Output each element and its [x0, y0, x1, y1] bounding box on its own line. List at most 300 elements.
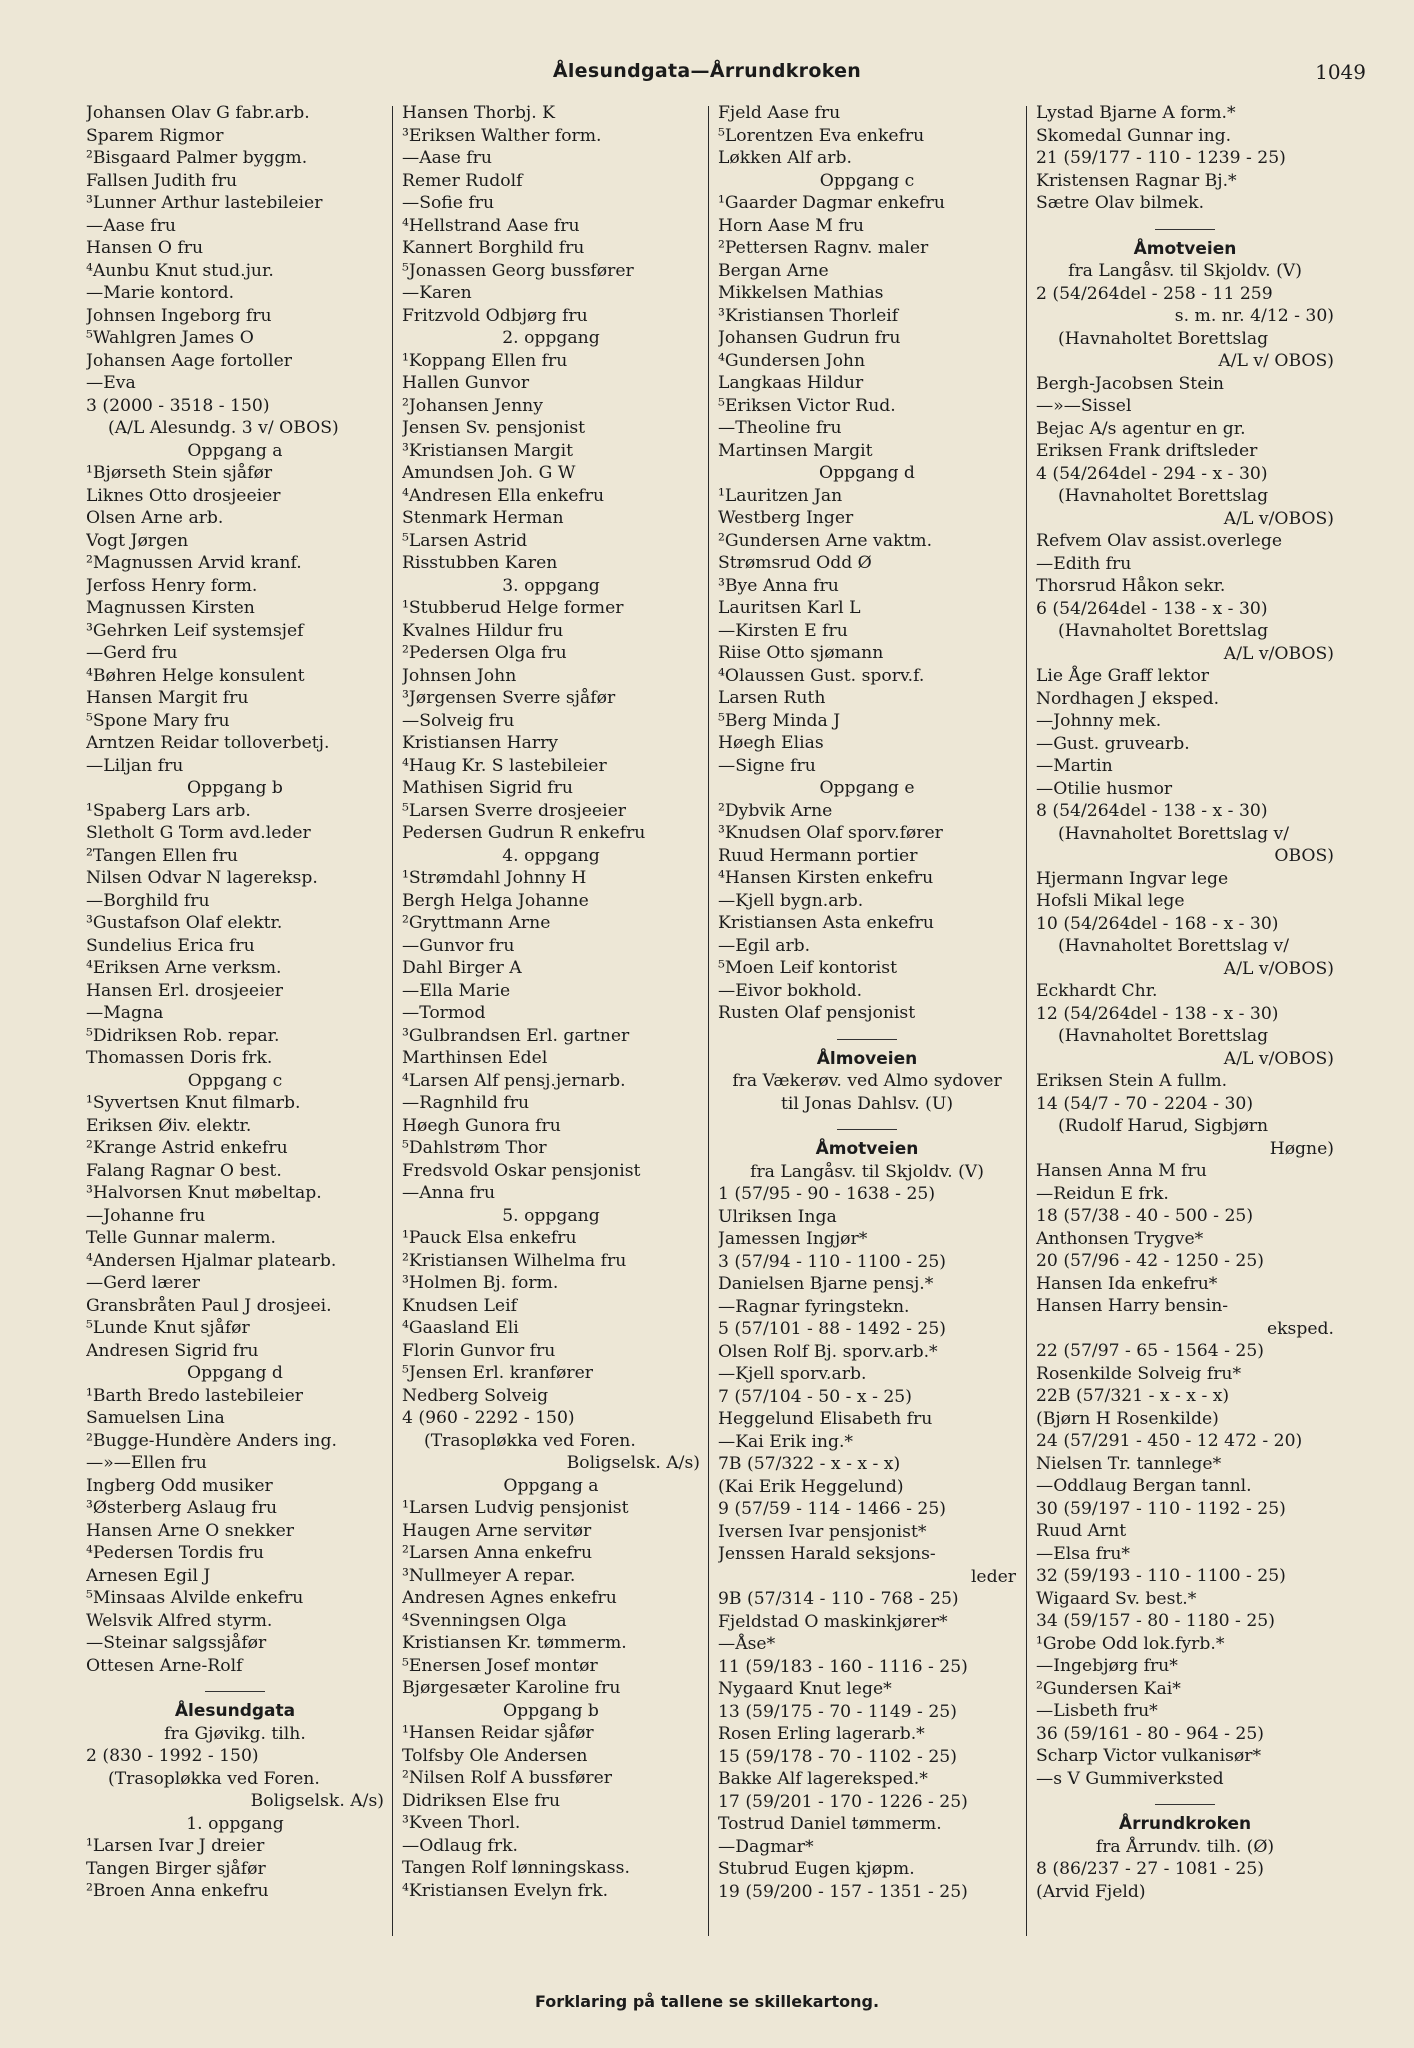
directory-entry: —Liljan fru	[86, 755, 184, 776]
directory-entry: Sætre Olav bilmek.	[1036, 193, 1205, 213]
directory-entry: ³Halvorsen Knut møbeltap.	[86, 1183, 322, 1203]
directory-entry: 3. oppgang	[502, 575, 600, 596]
street-heading: Årrundkroken	[1036, 1804, 1334, 1836]
directory-entry: Amundsen Joh. G W	[402, 463, 576, 483]
directory-entry: —Egil arb.	[718, 935, 811, 956]
page-footer: Forklaring på tallene se skillekartong.	[534, 1992, 880, 2011]
directory-entry: Eckhardt Chr.	[1036, 981, 1158, 1001]
directory-entry: Kristiansen Asta enkefru	[718, 913, 934, 933]
directory-entry: Oppgang c	[187, 1070, 283, 1091]
directory-entry: (Kai Erik Heggelund)	[718, 1476, 904, 1497]
directory-entry: Kristiansen Harry	[402, 733, 558, 753]
directory-entry: Horn Aase M fru	[718, 215, 864, 236]
directory-entry: Johansen Aage fortoller	[86, 350, 293, 371]
directory-entry: —Lisbeth fru*	[1036, 1701, 1158, 1721]
directory-entry: Langkaas Hildur	[718, 373, 864, 393]
directory-entry: —Signe fru	[718, 755, 816, 776]
directory-entry: Hansen Margit fru	[86, 688, 249, 708]
directory-entry: Oppgang c	[819, 170, 915, 191]
directory-entry: Falang Ragnar O best.	[86, 1160, 282, 1181]
directory-entry: ¹Strømdahl Johnny H	[402, 868, 587, 888]
directory-entry: Johansen Olav G fabr.arb.	[86, 103, 310, 123]
directory-entry: fra Vækerøv. ved Almo sydover	[732, 1071, 1002, 1091]
directory-entry: ²Kristiansen Wilhelma fru	[402, 1250, 627, 1271]
directory-entry: ³Kristiansen Thorleif	[718, 305, 899, 326]
directory-entry: Hofsli Mikal lege	[1036, 891, 1185, 911]
directory-entry: Fritzvold Odbjørg fru	[402, 305, 588, 326]
directory-entry: 17 (59/201 - 170 - 1226 - 25)	[718, 1791, 968, 1812]
directory-entry: ²Gryttmann Arne	[402, 913, 551, 933]
directory-entry: Tolfsby Ole Andersen	[402, 1745, 588, 1766]
directory-entry: ⁴Svenningsen Olga	[402, 1610, 567, 1631]
directory-entry: Hallen Gunvor	[402, 373, 530, 393]
directory-entry: ²Gundersen Kai*	[1036, 1678, 1181, 1699]
directory-entry: ¹Barth Bredo lastebileier	[86, 1385, 303, 1406]
directory-entry: ²Pedersen Olga fru	[402, 643, 567, 663]
directory-entry: Nielsen Tr. tannlege*	[1036, 1453, 1222, 1474]
directory-entry: 22 (57/97 - 65 - 1564 - 25)	[1036, 1341, 1264, 1361]
directory-entry: Sundelius Erica fru	[86, 935, 255, 956]
directory-entry: 32 (59/193 - 110 - 1100 - 25)	[1036, 1566, 1286, 1586]
directory-entry: Mathisen Sigrid fru	[402, 778, 573, 798]
directory-entry: Refvem Olav assist.overlege	[1036, 531, 1282, 551]
directory-entry: Bjørgesæter Karoline fru	[402, 1678, 621, 1698]
directory-entry: Nilsen Odvar N lagereksp.	[86, 868, 318, 888]
directory-entry: Stubrud Eugen kjøpm.	[718, 1859, 915, 1879]
directory-entry: Eriksen Øiv. elektr.	[86, 1115, 252, 1136]
directory-entry: 1. oppgang	[186, 1813, 284, 1834]
directory-entry: 19 (59/200 - 157 - 1351 - 25)	[718, 1881, 968, 1902]
directory-entry: —Borghild fru	[86, 890, 210, 911]
directory-entry: (Trasopløkka ved Foren.	[424, 1430, 636, 1451]
directory-entry: Kannert Borghild fru	[402, 238, 585, 258]
directory-entry: (Rudolf Harud, Sigbjørn	[1058, 1116, 1269, 1136]
directory-entry: Bergan Arne	[718, 260, 829, 281]
directory-entry: Thomassen Doris frk.	[86, 1048, 273, 1068]
directory-entry: ¹Larsen Ivar J dreier	[86, 1836, 265, 1856]
directory-entry: eksped.	[1266, 1318, 1334, 1339]
directory-entry: ²Bisgaard Palmer byggm.	[86, 148, 308, 168]
directory-entry: —Gunvor fru	[402, 935, 515, 956]
directory-entry: A/L v/OBOS)	[1223, 1048, 1334, 1069]
directory-entry: ¹Hansen Reidar sjåfør	[402, 1723, 594, 1743]
directory-entry: ²Magnussen Arvid kranf.	[86, 553, 302, 573]
directory-entry: Tangen Rolf lønningskass.	[402, 1858, 630, 1878]
directory-entry: Anthonsen Trygve*	[1036, 1228, 1204, 1249]
directory-entry: —»—Sissel	[1036, 396, 1132, 416]
directory-entry: ³Kveen Thorl.	[402, 1813, 521, 1833]
directory-entry: Johnsen Ingeborg fru	[86, 305, 272, 326]
directory-entry: Bergh Helga Johanne	[402, 890, 589, 911]
column-divider	[708, 106, 709, 1936]
directory-entry: Andresen Agnes enkefru	[402, 1588, 617, 1608]
column-1	[80, 102, 388, 1942]
directory-entry: ⁵Jonassen Georg bussfører	[402, 260, 634, 281]
directory-entry: ⁵Lorentzen Eva enkefru	[718, 125, 925, 146]
directory-entry: 7 (57/104 - 50 - x - 25)	[718, 1386, 912, 1407]
directory-entry: 24 (57/291 - 450 - 12 472 - 20)	[1036, 1431, 1303, 1451]
directory-entry: ³Eriksen Walther form.	[402, 125, 602, 146]
directory-entry: ²Broen Anna enkefru	[86, 1881, 269, 1901]
directory-entry: —s V Gummiverksted	[1036, 1768, 1224, 1789]
directory-entry: Kvalnes Hildur fru	[402, 620, 564, 641]
directory-entry: Liknes Otto drosjeeier	[86, 485, 281, 506]
directory-entry: Gransbråten Paul J drosjeei.	[86, 1295, 332, 1316]
directory-entry: Boligselsk. A/s)	[566, 1453, 700, 1473]
directory-entry: Ruud Hermann portier	[718, 845, 918, 866]
directory-entry: ³Lunner Arthur lastebileier	[86, 193, 323, 213]
directory-entry: Olsen Arne arb.	[86, 508, 224, 528]
directory-entry: Skomedal Gunnar ing.	[1036, 125, 1232, 146]
directory-entry: —»—Ellen fru	[86, 1453, 207, 1473]
directory-entry: —Eva	[86, 373, 136, 393]
directory-entry: —Johanne fru	[86, 1205, 206, 1226]
directory-entry: 10 (54/264del - 168 - x - 30)	[1036, 913, 1279, 934]
directory-entry: Larsen Ruth	[718, 688, 826, 708]
directory-entry: 11 (59/183 - 160 - 1116 - 25)	[718, 1656, 968, 1677]
directory-entry: Marthinsen Edel	[402, 1048, 548, 1068]
directory-entry: 20 (57/96 - 42 - 1250 - 25)	[1036, 1251, 1264, 1271]
directory-entry: —Theoline fru	[718, 418, 842, 438]
directory-entry: Lauritsen Karl L	[718, 598, 861, 618]
directory-entry: ⁵Larsen Sverre drosjeeier	[402, 800, 626, 821]
directory-entry: —Aase fru	[402, 148, 492, 168]
directory-entry: ³Jørgensen Sverre sjåfør	[402, 688, 616, 708]
directory-entry: A/L v/ OBOS)	[1218, 351, 1334, 371]
directory-entry: 4. oppgang	[502, 845, 600, 866]
directory-entry: Vogt Jørgen	[86, 530, 189, 551]
directory-entry: 8 (86/237 - 27 - 1081 - 25)	[1036, 1859, 1264, 1879]
directory-entry: ²Dybvik Arne	[718, 800, 833, 821]
directory-entry: Hansen Arne O snekker	[86, 1520, 294, 1541]
directory-entry: ⁵Enersen Josef montør	[402, 1655, 598, 1676]
directory-entry: Fjeld Aase fru	[718, 103, 841, 123]
directory-entry: A/L v/OBOS)	[1223, 508, 1334, 529]
directory-entry: ⁵Jensen Erl. kranfører	[402, 1363, 593, 1383]
directory-entry: 22B (57/321 - x - x - x)	[1036, 1386, 1230, 1406]
directory-entry: ⁴Eriksen Arne verksm.	[86, 958, 282, 978]
directory-entry: ¹Larsen Ludvig pensjonist	[402, 1498, 629, 1518]
directory-entry: Høegh Gunora fru	[402, 1115, 561, 1136]
directory-entry: —Johnny mek.	[1036, 711, 1162, 731]
directory-entry: Magnussen Kirsten	[86, 598, 255, 618]
directory-entry: ¹Bjørseth Stein sjåfør	[86, 463, 273, 483]
column-2	[396, 102, 704, 1942]
directory-entry: (Havnaholtet Borettslag v/	[1058, 823, 1290, 844]
street-heading: Ålmoveien	[718, 1039, 1016, 1071]
directory-entry: ⁴Hellstrand Aase fru	[402, 215, 580, 236]
directory-entry: —Steinar salgssjåfør	[86, 1633, 267, 1653]
directory-entry: 7B (57/322 - x - x - x)	[718, 1454, 901, 1474]
directory-entry: Johansen Gudrun fru	[718, 328, 901, 348]
directory-entry: Boligselsk. A/s)	[250, 1791, 384, 1811]
directory-entry: Strømsrud Odd Ø	[718, 553, 872, 573]
directory-entry: —Ingebjørg fru*	[1036, 1656, 1178, 1676]
directory-entry: Arntzen Reidar tolloverbetj.	[86, 733, 330, 753]
directory-entry: Welsvik Alfred styrm.	[86, 1610, 273, 1631]
directory-entry: leder	[970, 1566, 1016, 1587]
directory-entry: Lie Åge Graff lektor	[1036, 666, 1210, 686]
directory-entry: Dahl Birger A	[402, 958, 522, 978]
street-heading: Åmotveien	[718, 1129, 1016, 1161]
directory-entry: —Kirsten E fru	[718, 620, 848, 641]
directory-entry: —Otilie husmor	[1036, 778, 1173, 799]
directory-entry: ⁵Larsen Astrid	[402, 530, 528, 551]
directory-entry: ⁵Minsaas Alvilde enkefru	[86, 1588, 304, 1608]
directory-entry: Sletholt G Torm avd.leder	[86, 823, 311, 843]
directory-entry: Nygaard Knut lege*	[718, 1679, 892, 1699]
directory-entry: 9B (57/314 - 110 - 768 - 25)	[718, 1589, 959, 1609]
directory-entry: Bakke Alf lagereksped.*	[718, 1769, 928, 1789]
directory-entry: Hansen Ida enkefru*	[1036, 1273, 1218, 1294]
directory-entry: —Kjell sporv.arb.	[718, 1364, 867, 1384]
directory-entry: —Ella Marie	[402, 980, 511, 1001]
directory-entry: Stenmark Herman	[402, 508, 564, 528]
directory-entry: —Gerd lærer	[86, 1273, 201, 1293]
directory-entry: 9 (57/59 - 114 - 1466 - 25)	[718, 1499, 946, 1519]
directory-entry: 4 (54/264del - 294 - x - 30)	[1036, 463, 1268, 484]
directory-entry: —Reidun E frk.	[1036, 1183, 1169, 1204]
directory-entry: ²Gundersen Arne vaktm.	[718, 530, 933, 551]
directory-entry: Mikkelsen Mathias	[718, 283, 884, 303]
directory-entry: Andresen Sigrid fru	[86, 1340, 259, 1361]
directory-entry: Fallsen Judith fru	[86, 170, 238, 191]
directory-entry: Rusten Olaf pensjonist	[718, 1003, 916, 1023]
directory-entry: —Oddlaug Bergan tannl.	[1036, 1476, 1252, 1496]
directory-entry: —Solveig fru	[402, 710, 515, 731]
directory-entry: ³Bye Anna fru	[718, 575, 839, 596]
directory-entry: ³Knudsen Olaf sporv.fører	[718, 823, 943, 843]
street-heading: Åmotveien	[1036, 229, 1334, 261]
directory-entry: Ulriksen Inga	[718, 1206, 837, 1227]
directory-entry: Sparem Rigmor	[86, 125, 224, 146]
directory-entry: ³Gulbrandsen Erl. gartner	[402, 1025, 630, 1046]
directory-entry: Samuelsen Lina	[86, 1408, 225, 1428]
directory-entry: 2. oppgang	[502, 328, 600, 348]
directory-entry: ⁴Gaasland Eli	[402, 1318, 519, 1338]
directory-entry: Lystad Bjarne A form.*	[1036, 103, 1236, 123]
directory-entry: ³Holmen Bj. form.	[402, 1273, 559, 1293]
directory-entry: ⁵Didriksen Rob. repar.	[86, 1025, 280, 1046]
directory-entry: Jerfoss Henry form.	[86, 575, 258, 596]
directory-entry: Oppgang d	[819, 463, 915, 483]
directory-entry: fra Årrundv. tilh. (Ø)	[1095, 1836, 1275, 1857]
directory-entry: —Dagmar*	[718, 1836, 814, 1857]
directory-entry: 34 (59/157 - 80 - 1180 - 25)	[1036, 1611, 1275, 1631]
directory-entry: Danielsen Bjarne pensj.*	[718, 1274, 934, 1294]
directory-entry: —Eivor bokhold.	[718, 980, 863, 1001]
directory-entry: Remer Rudolf	[402, 170, 523, 191]
directory-entry: ³Gehrken Leif systemsjef	[86, 620, 304, 641]
directory-entry: 12 (54/264del - 138 - x - 30)	[1036, 1003, 1279, 1024]
directory-entry: Nedberg Solveig	[402, 1385, 549, 1406]
directory-entry: ¹Spaberg Lars arb.	[86, 800, 251, 821]
directory-entry: Martinsen Margit	[718, 440, 873, 461]
directory-entry: —Magna	[86, 1003, 164, 1023]
directory-entry: Hansen Erl. drosjeeier	[86, 980, 283, 1001]
directory-entry: 2 (54/264del - 258 - 11 259	[1036, 283, 1273, 304]
directory-entry: Rosen Erling lagerarb.*	[718, 1724, 925, 1744]
directory-entry: Telle Gunnar malerm.	[86, 1228, 276, 1248]
directory-entry: ²Krange Astrid enkefru	[86, 1138, 288, 1158]
directory-entry: (Havnaholtet Borettslag	[1058, 621, 1269, 641]
directory-entry: ¹Pauck Elsa enkefru	[402, 1228, 577, 1248]
directory-entry: Jamessen Ingjør*	[718, 1229, 868, 1249]
directory-entry: Arnesen Egil J	[86, 1565, 211, 1586]
directory-entry: —Gust. gruvearb.	[1036, 733, 1190, 754]
directory-entry: —Martin	[1036, 756, 1113, 776]
directory-entry: (Havnaholtet Borettslag	[1058, 1026, 1269, 1046]
column-divider	[392, 106, 393, 1936]
directory-entry: 6 (54/264del - 138 - x - 30)	[1036, 598, 1268, 619]
directory-entry: 3 (2000 - 3518 - 150)	[86, 395, 270, 416]
directory-entry: Hjermann Ingvar lege	[1036, 868, 1229, 889]
directory-entry: fra Langåsv. til Skjoldv. (V)	[1068, 261, 1302, 281]
directory-entry: —Marie kontord.	[86, 283, 235, 303]
directory-entry: ⁴Andersen Hjalmar platearb.	[86, 1250, 337, 1271]
directory-entry: —Tormod	[402, 1003, 486, 1023]
directory-entry: ⁵Lunde Knut sjåfør	[86, 1318, 250, 1338]
directory-entry: Eriksen Frank driftsleder	[1036, 441, 1258, 461]
directory-entry: —Elsa fru*	[1036, 1543, 1131, 1564]
directory-entry: Oppgang a	[503, 1475, 599, 1496]
directory-entry: Tostrud Daniel tømmerm.	[718, 1814, 942, 1834]
directory-entry: A/L v/OBOS)	[1223, 958, 1334, 979]
directory-entry: ⁴Haug Kr. S lastebileier	[402, 755, 607, 776]
directory-entry: ⁴Aunbu Knut stud.jur.	[86, 260, 274, 281]
directory-entry: Bejac A/s agentur en gr.	[1036, 418, 1246, 439]
directory-entry: 3 (57/94 - 110 - 1100 - 25)	[718, 1251, 946, 1272]
directory-entry: 14 (54/7 - 70 - 2204 - 30)	[1036, 1093, 1254, 1114]
directory-columns	[80, 102, 1350, 1942]
directory-entry: Eriksen Stein A fullm.	[1036, 1071, 1228, 1091]
directory-entry: Risstubben Karen	[402, 553, 558, 573]
directory-entry: 2 (830 - 1992 - 150)	[86, 1746, 259, 1766]
directory-entry: Scharp Victor vulkanisør*	[1036, 1746, 1262, 1766]
directory-entry: ⁴Bøhren Helge konsulent	[86, 665, 305, 686]
directory-entry: Iversen Ivar pensjonist*	[718, 1521, 927, 1542]
directory-entry: Thorsrud Håkon sekr.	[1036, 576, 1226, 596]
directory-entry: Olsen Rolf Bj. sporv.arb.*	[718, 1341, 938, 1362]
directory-entry: ⁴Gundersen John	[718, 350, 866, 371]
directory-entry: 1 (57/95 - 90 - 1638 - 25)	[718, 1184, 936, 1204]
directory-entry: (Havnaholtet Borettslag	[1058, 328, 1269, 349]
directory-entry: Didriksen Else fru	[402, 1790, 561, 1811]
directory-entry: ⁵Berg Minda J	[718, 710, 841, 731]
directory-entry: Ruud Arnt	[1036, 1521, 1127, 1541]
street-heading: Ålesundgata	[86, 1691, 384, 1723]
directory-entry: —Karen	[402, 283, 472, 303]
directory-entry: Riise Otto sjømann	[718, 643, 884, 663]
directory-entry: ⁴Kristiansen Evelyn frk.	[402, 1880, 609, 1901]
directory-entry: Høegh Elias	[718, 733, 824, 753]
directory-entry: Haugen Arne servitør	[402, 1520, 592, 1541]
directory-entry: ¹Koppang Ellen fru	[402, 350, 568, 371]
directory-entry: ¹Lauritzen Jan	[718, 485, 843, 506]
directory-entry: 5 (57/101 - 88 - 1492 - 25)	[718, 1319, 946, 1339]
directory-entry: Oppgang d	[187, 1363, 283, 1383]
directory-entry: ⁴Olaussen Gust. sporv.f.	[718, 665, 925, 686]
directory-entry: Høgne)	[1269, 1138, 1334, 1159]
directory-entry: ⁵Dahlstrøm Thor	[402, 1138, 547, 1158]
directory-entry: ²Pettersen Ragnv. maler	[718, 238, 929, 258]
directory-entry: Jensen Sv. pensjonist	[402, 418, 586, 438]
directory-entry: til Jonas Dahlsv. (U)	[780, 1093, 954, 1114]
page-number: 1049	[1315, 60, 1366, 84]
directory-entry: —Odlaug frk.	[402, 1835, 519, 1856]
directory-entry: ³Gustafson Olaf elektr.	[86, 913, 283, 933]
directory-entry: Wigaard Sv. best.*	[1036, 1588, 1197, 1609]
directory-entry: Oppgang b	[503, 1700, 599, 1721]
directory-entry: 18 (57/38 - 40 - 500 - 25)	[1036, 1206, 1254, 1226]
directory-entry: —Aase fru	[86, 215, 176, 236]
directory-entry: Løkken Alf arb.	[718, 148, 852, 168]
directory-entry: Bergh-Jacobsen Stein	[1036, 373, 1224, 394]
directory-entry: ⁴Andresen Ella enkefru	[402, 485, 605, 506]
directory-entry: Westberg Inger	[718, 508, 854, 528]
directory-entry: 5. oppgang	[502, 1205, 600, 1226]
directory-entry: Oppgang a	[187, 440, 283, 461]
directory-entry: Oppgang e	[819, 778, 915, 798]
directory-entry: —Ragnar fyringstekn.	[718, 1296, 910, 1317]
directory-entry: Nordhagen J eksped.	[1036, 688, 1220, 709]
directory-entry: fra Langåsv. til Skjoldv. (V)	[750, 1161, 984, 1182]
directory-entry: ³Nullmeyer A repar.	[402, 1565, 576, 1586]
directory-entry: 13 (59/175 - 70 - 1149 - 25)	[718, 1701, 957, 1722]
directory-entry: —Sofie fru	[402, 193, 495, 213]
directory-entry: 30 (59/197 - 110 - 1192 - 25)	[1036, 1498, 1286, 1519]
page-header	[40, 60, 1374, 96]
directory-entry: Johnsen John	[402, 665, 517, 686]
directory-entry: A/L v/OBOS)	[1223, 643, 1334, 664]
directory-entry: Hansen Thorbj. K	[402, 103, 556, 123]
directory-entry: Florin Gunvor fru	[402, 1340, 556, 1361]
directory-entry: OBOS)	[1274, 846, 1334, 866]
directory-entry: Hansen O fru	[86, 238, 204, 258]
directory-entry: (Havnaholtet Borettslag v/	[1058, 936, 1290, 956]
directory-page	[40, 40, 1374, 2011]
directory-entry: —Åse*	[718, 1634, 776, 1654]
directory-entry: ²Bugge-Hundère Anders ing.	[86, 1430, 337, 1451]
directory-entry: —Anna fru	[402, 1183, 496, 1203]
directory-entry: ²Johansen Jenny	[402, 395, 543, 416]
directory-entry: ¹Gaarder Dagmar enkefru	[718, 193, 945, 213]
column-divider	[1026, 106, 1027, 1936]
directory-entry: Jenssen Harald seksjons-	[718, 1544, 936, 1564]
directory-entry: —Ragnhild fru	[402, 1093, 530, 1113]
directory-entry: Pedersen Gudrun R enkefru	[402, 823, 646, 843]
directory-entry: Kristensen Ragnar Bj.*	[1036, 170, 1237, 191]
directory-entry: 36 (59/161 - 80 - 964 - 25)	[1036, 1723, 1264, 1744]
directory-entry: Ingberg Odd musiker	[86, 1475, 273, 1496]
directory-entry: 15 (59/178 - 70 - 1102 - 25)	[718, 1746, 957, 1767]
directory-entry: 4 (960 - 2292 - 150)	[402, 1408, 575, 1428]
directory-entry: Heggelund Elisabeth fru	[718, 1409, 933, 1429]
page-title: Ålesundgata—Årrundkroken	[552, 60, 862, 82]
directory-entry: —Kjell bygn.arb.	[718, 890, 864, 911]
column-4	[1030, 102, 1338, 1942]
directory-entry: Kristiansen Kr. tømmerm.	[402, 1633, 627, 1653]
directory-entry: Hansen Anna M fru	[1036, 1161, 1207, 1181]
directory-entry: ⁵Eriksen Victor Rud.	[718, 395, 896, 416]
directory-entry: Oppgang b	[187, 778, 283, 798]
directory-entry: Rosenkilde Solveig fru*	[1036, 1363, 1242, 1384]
directory-entry: Fredsvold Oskar pensjonist	[402, 1160, 641, 1181]
directory-entry: (Havnaholtet Borettslag	[1058, 486, 1269, 506]
directory-entry: s. m. nr. 4/12 - 30)	[1174, 306, 1334, 326]
directory-entry: ⁴Pedersen Tordis fru	[86, 1543, 264, 1563]
directory-entry: ³Østerberg Aslaug fru	[86, 1498, 278, 1518]
